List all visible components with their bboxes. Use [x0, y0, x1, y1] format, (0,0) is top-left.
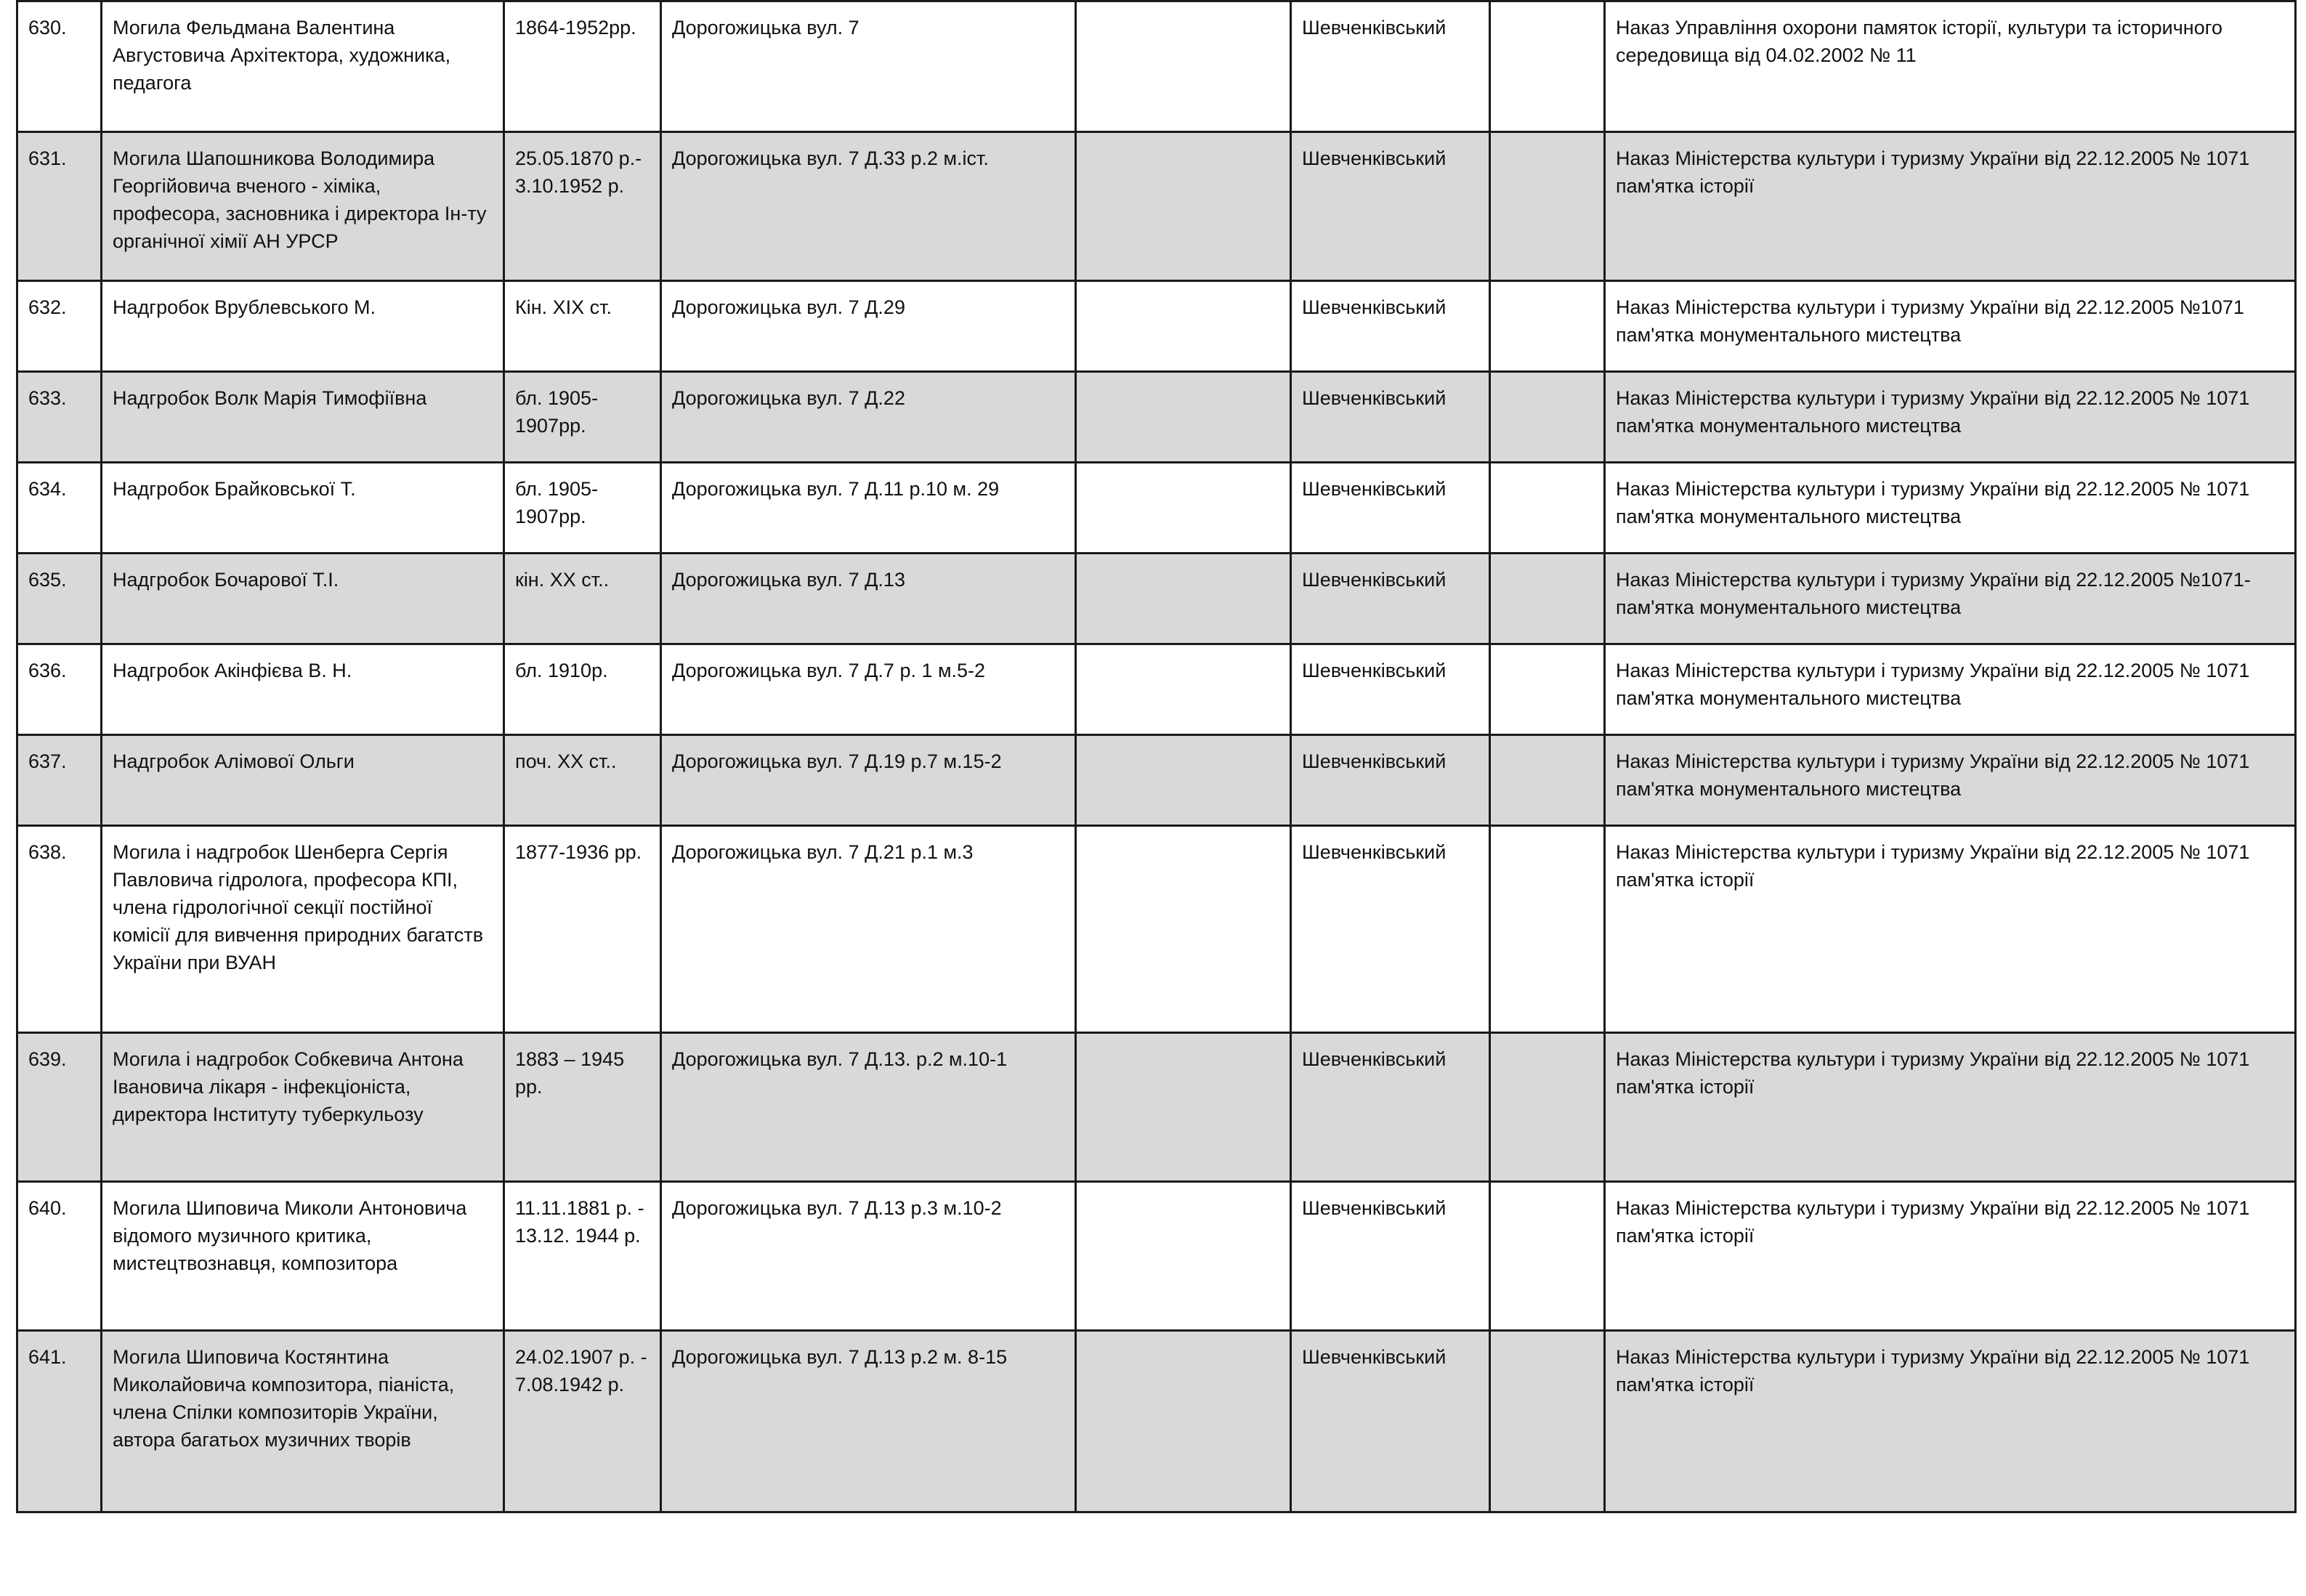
monument-name-cell: Надгробок Акінфієва В. Н. [102, 644, 504, 735]
dates-cell: кін. XX ст.. [504, 554, 661, 644]
empty-cell [1490, 735, 1605, 826]
legal-basis-cell: Наказ Управління охорони памяток історії, культури та історичного середовища від 04.02.2002 № 11 [1605, 1, 2296, 132]
monument-name-cell: Могила Шиповича Костянтина Миколайовича композитора, піаніста, члена Спілки композиторів України, автора багатьох музичних творів [102, 1331, 504, 1512]
row-number-cell: 634. [17, 463, 102, 554]
table-row [17, 1, 2296, 132]
address-cell: Дорогожицька вул. 7 Д.13 р.2 м. 8-15 [661, 1331, 1076, 1512]
monument-name-cell: Могила Фельдмана Валентина Августовича Архітектора, художника, педагога [102, 1, 504, 132]
dates-cell: 1883 – 1945 рр. [504, 1033, 661, 1182]
row-number-cell: 630. [17, 1, 102, 132]
monument-name-cell: Надгробок Бочарової Т.І. [102, 554, 504, 644]
monument-name-cell: Могила Шиповича Миколи Антоновича відомого музичного критика, мистецтвознавця, композитора [102, 1182, 504, 1331]
address-cell: Дорогожицька вул. 7 Д.29 [661, 281, 1076, 372]
monument-name-cell: Могила Шапошникова Володимира Георгійовича вченого - хіміка, професора, засновника і директора Ін-ту органічної хімії АН УРСР [102, 132, 504, 281]
dates-cell: Кін. XIX ст. [504, 281, 661, 372]
legal-basis-cell: Наказ Міністерства культури і туризму України від 22.12.2005 № 1071 пам'ятка монументального мистецтва [1605, 463, 2296, 554]
legal-basis-cell: Наказ Міністерства культури і туризму України від 22.12.2005 № 1071 пам'ятка історії [1605, 132, 2296, 281]
legal-basis-cell: Наказ Міністерства культури і туризму України від 22.12.2005 № 1071 пам'ятка історії [1605, 1331, 2296, 1512]
monument-name-cell: Надгробок Волк Марія Тимофіївна [102, 372, 504, 463]
table-row [17, 132, 2296, 281]
empty-cell [1076, 1, 1291, 132]
legal-basis-cell: Наказ Міністерства культури і туризму України від 22.12.2005 №1071- пам'ятка монументального мистецтва [1605, 554, 2296, 644]
empty-cell [1076, 1033, 1291, 1182]
row-number-cell: 635. [17, 554, 102, 644]
empty-cell [1490, 372, 1605, 463]
empty-cell [1490, 1182, 1605, 1331]
address-cell: Дорогожицька вул. 7 Д.19 р.7 м.15-2 [661, 735, 1076, 826]
legal-basis-cell: Наказ Міністерства культури і туризму України від 22.12.2005 № 1071 пам'ятка історії [1605, 826, 2296, 1033]
address-cell: Дорогожицька вул. 7 Д.13. р.2 м.10-1 [661, 1033, 1076, 1182]
monuments-registry-table [16, 0, 2297, 1513]
address-cell: Дорогожицька вул. 7 [661, 1, 1076, 132]
district-cell: Шевченківський [1291, 554, 1490, 644]
dates-cell: 1877-1936 рр. [504, 826, 661, 1033]
row-number-cell: 636. [17, 644, 102, 735]
dates-cell: поч. XX ст.. [504, 735, 661, 826]
district-cell: Шевченківський [1291, 1331, 1490, 1512]
dates-cell: бл. 1910р. [504, 644, 661, 735]
dates-cell: 25.05.1870 р.- 3.10.1952 р. [504, 132, 661, 281]
legal-basis-cell: Наказ Міністерства культури і туризму України від 22.12.2005 № 1071 пам'ятка монументального мистецтва [1605, 372, 2296, 463]
row-number-cell: 639. [17, 1033, 102, 1182]
district-cell: Шевченківський [1291, 1033, 1490, 1182]
row-number-cell: 640. [17, 1182, 102, 1331]
monument-name-cell: Могила і надгробок Шенберга Сергія Павловича гідролога, професора КПІ, члена гідрологічної секції постійної комісії для вивчення природних багатств України при ВУАН [102, 826, 504, 1033]
table-row [17, 463, 2296, 554]
table-row [17, 372, 2296, 463]
empty-cell [1076, 281, 1291, 372]
address-cell: Дорогожицька вул. 7 Д.21 р.1 м.3 [661, 826, 1076, 1033]
row-number-cell: 638. [17, 826, 102, 1033]
empty-cell [1490, 1, 1605, 132]
row-number-cell: 641. [17, 1331, 102, 1512]
dates-cell: бл. 1905-1907рр. [504, 372, 661, 463]
empty-cell [1076, 132, 1291, 281]
empty-cell [1490, 644, 1605, 735]
dates-cell: 24.02.1907 р. - 7.08.1942 р. [504, 1331, 661, 1512]
dates-cell: бл. 1905-1907рр. [504, 463, 661, 554]
district-cell: Шевченківський [1291, 735, 1490, 826]
district-cell: Шевченківський [1291, 463, 1490, 554]
address-cell: Дорогожицька вул. 7 Д.22 [661, 372, 1076, 463]
district-cell: Шевченківський [1291, 644, 1490, 735]
row-number-cell: 637. [17, 735, 102, 826]
empty-cell [1076, 1182, 1291, 1331]
row-number-cell: 632. [17, 281, 102, 372]
table-body [17, 1, 2296, 1512]
table-row [17, 1033, 2296, 1182]
address-cell: Дорогожицька вул. 7 Д.33 р.2 м.іст. [661, 132, 1076, 281]
empty-cell [1076, 372, 1291, 463]
legal-basis-cell: Наказ Міністерства культури і туризму України від 22.12.2005 № 1071 пам'ятка історії [1605, 1033, 2296, 1182]
table-row [17, 1331, 2296, 1512]
district-cell: Шевченківський [1291, 1, 1490, 132]
table-row [17, 1182, 2296, 1331]
district-cell: Шевченківський [1291, 826, 1490, 1033]
empty-cell [1490, 1033, 1605, 1182]
empty-cell [1076, 735, 1291, 826]
empty-cell [1490, 554, 1605, 644]
empty-cell [1076, 463, 1291, 554]
district-cell: Шевченківський [1291, 132, 1490, 281]
address-cell: Дорогожицька вул. 7 Д.7 р. 1 м.5-2 [661, 644, 1076, 735]
monument-name-cell: Надгробок Врублевського М. [102, 281, 504, 372]
empty-cell [1076, 826, 1291, 1033]
table-row [17, 554, 2296, 644]
empty-cell [1076, 1331, 1291, 1512]
legal-basis-cell: Наказ Міністерства культури і туризму України від 22.12.2005 № 1071 пам'ятка монументального мистецтва [1605, 644, 2296, 735]
dates-cell: 1864-1952рр. [504, 1, 661, 132]
table-row [17, 281, 2296, 372]
row-number-cell: 631. [17, 132, 102, 281]
dates-cell: 11.11.1881 р. - 13.12. 1944 р. [504, 1182, 661, 1331]
district-cell: Шевченківський [1291, 1182, 1490, 1331]
legal-basis-cell: Наказ Міністерства культури і туризму України від 22.12.2005 №1071 пам'ятка монументального мистецтва [1605, 281, 2296, 372]
address-cell: Дорогожицька вул. 7 Д.11 р.10 м. 29 [661, 463, 1076, 554]
district-cell: Шевченківський [1291, 372, 1490, 463]
table-row [17, 735, 2296, 826]
empty-cell [1490, 826, 1605, 1033]
empty-cell [1076, 554, 1291, 644]
legal-basis-cell: Наказ Міністерства культури і туризму України від 22.12.2005 № 1071 пам'ятка історії [1605, 1182, 2296, 1331]
monument-name-cell: Могила і надгробок Собкевича Антона Івановича лікаря - інфекціоніста, директора Інституту туберкульозу [102, 1033, 504, 1182]
address-cell: Дорогожицька вул. 7 Д.13 р.3 м.10-2 [661, 1182, 1076, 1331]
table-row [17, 826, 2296, 1033]
monument-name-cell: Надгробок Алімової Ольги [102, 735, 504, 826]
empty-cell [1490, 1331, 1605, 1512]
empty-cell [1076, 644, 1291, 735]
legal-basis-cell: Наказ Міністерства культури і туризму України від 22.12.2005 № 1071 пам'ятка монументального мистецтва [1605, 735, 2296, 826]
empty-cell [1490, 132, 1605, 281]
district-cell: Шевченківський [1291, 281, 1490, 372]
empty-cell [1490, 463, 1605, 554]
document-page [16, 0, 2294, 1513]
monument-name-cell: Надгробок Брайковської Т. [102, 463, 504, 554]
table-row [17, 644, 2296, 735]
empty-cell [1490, 281, 1605, 372]
row-number-cell: 633. [17, 372, 102, 463]
address-cell: Дорогожицька вул. 7 Д.13 [661, 554, 1076, 644]
